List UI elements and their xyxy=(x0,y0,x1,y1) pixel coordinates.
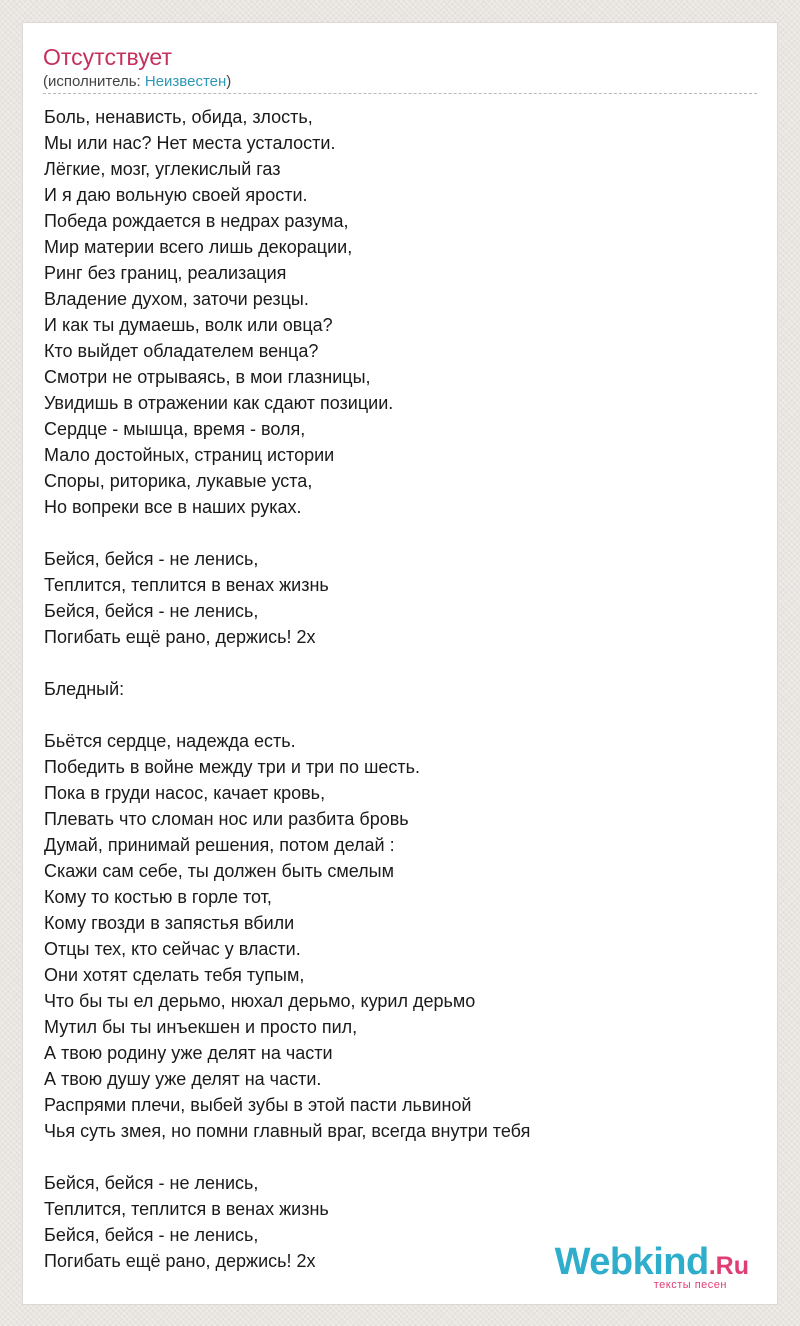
lyric-line: Ринг без границ, реализация xyxy=(44,263,287,283)
artist-link[interactable]: Неизвестен xyxy=(144,73,227,90)
logo-tld: .Ru xyxy=(708,1252,749,1280)
lyric-line: Лёгкие, мозг, углекислый газ xyxy=(44,159,281,179)
lyric-line: Владение духом, заточи резцы. xyxy=(44,289,309,309)
lyric-line: Что бы ты ел дерьмо, нюхал дерьмо, курил дерьмо xyxy=(44,991,476,1011)
lyric-line: Погибать ещё рано, держись! 2х xyxy=(44,1251,316,1271)
lyric-line: Бейся, бейся - не ленись, xyxy=(44,1173,259,1193)
lyric-line: Мутил бы ты инъекшен и просто пил, xyxy=(44,1017,358,1037)
lyric-line: А твою душу уже делят на части. xyxy=(44,1069,322,1089)
lyric-line: Кому гвозди в запястья вбили xyxy=(44,913,295,933)
lyric-line: Победить в войне между три и три по шесть. xyxy=(44,757,421,777)
lyric-line: Мы или нас? Нет места усталости. xyxy=(44,133,336,153)
site-logo[interactable] xyxy=(554,1241,749,1291)
artist-prefix: (исполнитель: xyxy=(43,73,145,90)
lyric-line: Плевать что сломан нос или разбита бровь xyxy=(44,809,409,829)
lyric-line: Мало достойных, страниц истории xyxy=(44,445,335,465)
lyric-line: Победа рождается в недрах разума, xyxy=(44,211,349,231)
lyric-line: Мир материи всего лишь декорации, xyxy=(44,237,353,257)
lyric-line: Кому то костью в горле тот, xyxy=(44,887,272,907)
logo-tagline: тексты песен xyxy=(653,1279,727,1291)
artist-line xyxy=(43,73,231,91)
lyric-line: Пока в груди насос, качает кровь, xyxy=(44,783,326,803)
dashed-divider xyxy=(43,93,757,94)
lyric-line: Боль, ненависть, обида, злость, xyxy=(44,107,313,127)
lyrics-card xyxy=(22,22,778,1305)
lyric-line: Отцы тех, кто сейчас у власти. xyxy=(44,939,301,959)
artist-suffix: ) xyxy=(226,73,232,90)
lyric-line: Но вопреки все в наших руках. xyxy=(44,497,302,517)
lyric-line: Сердце - мышца, время - воля, xyxy=(44,419,306,439)
lyrics-text xyxy=(44,104,759,1274)
lyric-line: Теплится, теплится в венах жизнь xyxy=(44,575,329,595)
lyric-line: Погибать ещё рано, держись! 2х xyxy=(44,627,316,647)
logo-name: Webkind xyxy=(554,1241,709,1283)
stanza-break xyxy=(44,650,759,676)
lyric-line: Бьётся сердце, надежда есть. xyxy=(44,731,296,751)
lyric-line: Бейся, бейся - не ленись, xyxy=(44,601,259,621)
lyric-line: Бледный: xyxy=(44,679,125,699)
lyric-line: Скажи сам себе, ты должен быть смелым xyxy=(44,861,394,881)
lyric-line: Думай, принимай решения, потом делай : xyxy=(44,835,395,855)
lyric-line: А твою родину уже делят на части xyxy=(44,1043,333,1063)
lyric-line: Бейся, бейся - не ленись, xyxy=(44,1225,259,1245)
lyric-line: Споры, риторика, лукавые уста, xyxy=(44,471,313,491)
lyric-line: Смотри не отрываясь, в мои глазницы, xyxy=(44,367,371,387)
lyric-line: Они хотят сделать тебя тупым, xyxy=(44,965,305,985)
lyric-line: Распрями плечи, выбей зубы в этой пасти львиной xyxy=(44,1095,472,1115)
song-title: Отсутствует xyxy=(43,44,172,70)
lyric-line: Чья суть змея, но помни главный враг, всегда внутри тебя xyxy=(44,1121,531,1141)
lyric-line: Увидишь в отражении как сдают позиции. xyxy=(44,393,394,413)
stanza-break xyxy=(44,702,759,728)
lyric-line: Теплится, теплится в венах жизнь xyxy=(44,1199,329,1219)
lyric-line: Кто выйдет обладателем венца? xyxy=(44,341,319,361)
lyric-line: И я даю вольную своей ярости. xyxy=(44,185,308,205)
lyric-line: Бейся, бейся - не ленись, xyxy=(44,549,259,569)
stanza-break xyxy=(44,1144,759,1170)
stanza-break xyxy=(44,520,759,546)
lyric-line: И как ты думаешь, волк или овца? xyxy=(44,315,333,335)
